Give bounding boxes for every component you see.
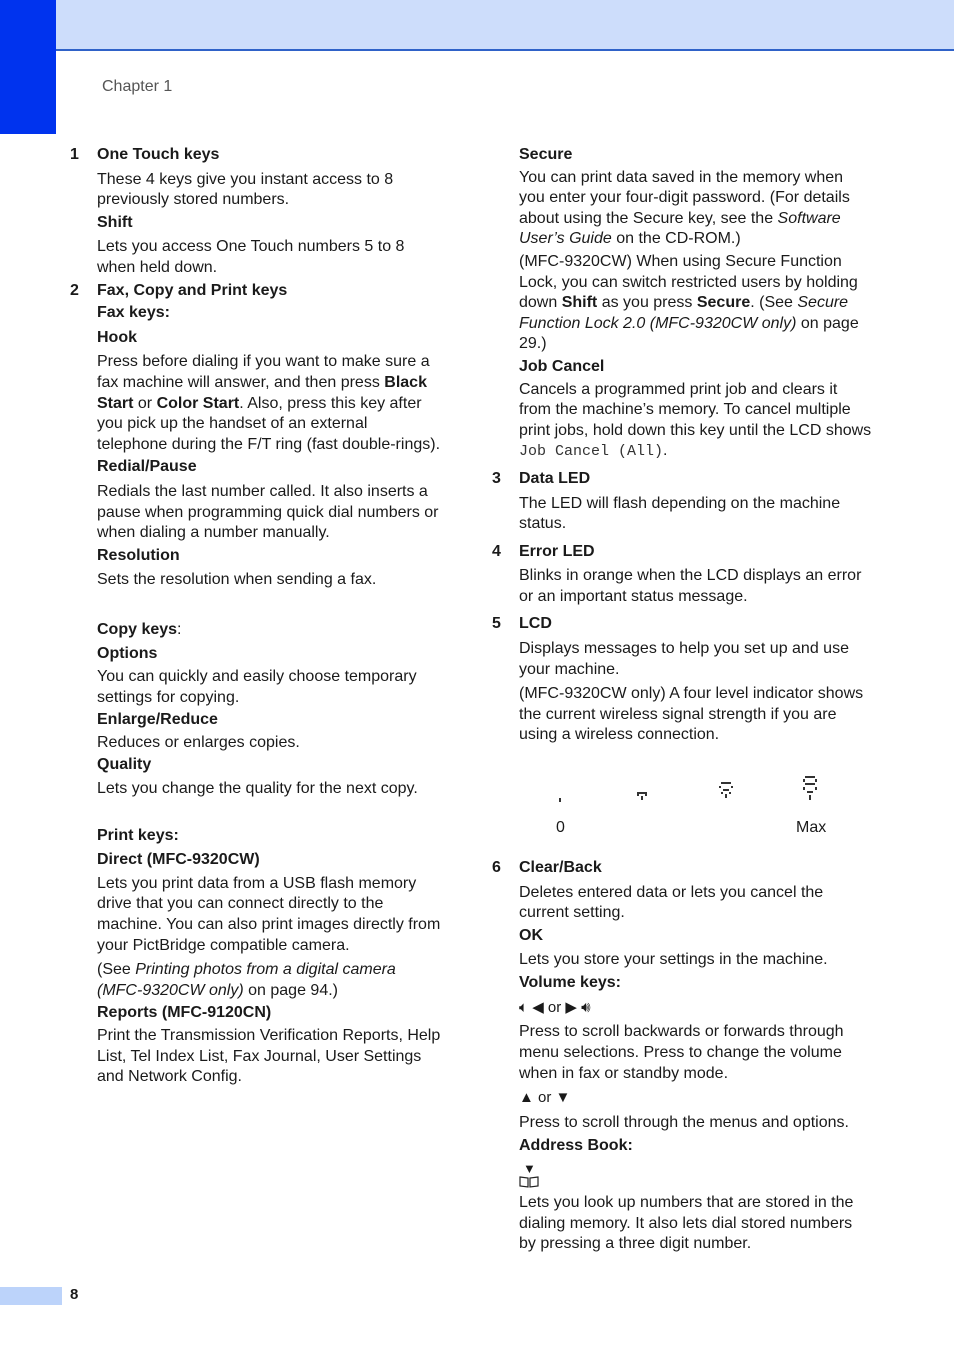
subheading: Copy keys: xyxy=(97,620,182,638)
signal-level-0-icon xyxy=(559,798,561,802)
header-band xyxy=(0,0,954,51)
paragraph: Lets you change the quality for the next copy. xyxy=(97,780,418,798)
volume-keys-line: 🔈︎ ◀ or ▶ 🔊︎ xyxy=(519,998,591,1016)
subheading: Volume keys: xyxy=(519,974,621,991)
paragraph: Lets you store your settings in the machine. xyxy=(519,951,828,969)
paragraph: The LED will flash depending on the machine status. xyxy=(519,494,841,533)
section-title: Data LED xyxy=(519,469,591,487)
section-secure xyxy=(492,145,872,463)
subheading: Options xyxy=(97,645,158,663)
paragraph: Deletes entered data or lets you cancel the current setting. xyxy=(519,883,824,922)
paragraph: Blinks in orange when the LCD displays an error or an important status message. xyxy=(519,567,862,605)
lcd-text: Job Cancel (All) xyxy=(519,443,664,461)
signal-level-1-icon xyxy=(637,792,647,800)
section-one-touch xyxy=(70,145,442,279)
subheading: Print keys: xyxy=(97,826,179,844)
paragraph: Lets you look up numbers that are stored in the dialing memory. It also lets dial stored numbers by pressing a three digit number. xyxy=(519,1194,854,1253)
up-arrow-icon: ▲ xyxy=(519,1089,534,1107)
signal-min-label: 0 xyxy=(556,819,565,837)
paragraph: Redials the last number called. It also inserts a pause when programming quick dial numbers or when dialing a number manually. xyxy=(97,482,439,542)
paragraph: You can print data saved in the memory when you enter your four-digit password. (For details about using the Secure key, see the Software User’s Guide on the CD-ROM.) xyxy=(519,168,850,248)
paragraph: Press to scroll through the menus and options. xyxy=(519,1114,849,1132)
subheading: Fax keys: xyxy=(97,304,170,322)
section-number: 4 xyxy=(492,542,501,560)
section-number: 2 xyxy=(70,281,79,299)
section-title: One Touch keys xyxy=(97,146,220,163)
section-number: 1 xyxy=(70,146,79,163)
signal-level-icons xyxy=(555,776,855,808)
address-book-icon xyxy=(519,1176,539,1188)
paragraph: (MFC-9320CW only) A four level indicator shows the current wireless signal strength if you are using a wireless connection. xyxy=(519,685,864,744)
signal-max-label: Max xyxy=(796,819,827,837)
subheading: Quality xyxy=(97,756,152,774)
section-clear-back xyxy=(492,858,872,1255)
paragraph: Displays messages to help you set up and use your machine. xyxy=(519,640,849,678)
left-column xyxy=(70,143,442,1088)
volume-up-icon: 🔊︎ xyxy=(581,998,591,1016)
chapter-tab xyxy=(0,0,56,134)
section-title: Clear/Back xyxy=(519,859,602,877)
paragraph: Lets you print data from a USB flash memory drive that you can connect directly to the machine. You can also print images directly from your PictBridge compatible camera. xyxy=(97,874,441,954)
chapter-label: Chapter 1 xyxy=(102,78,173,95)
subheading: Reports (MFC-9120CN) xyxy=(97,1004,272,1022)
subheading: Secure xyxy=(519,146,573,163)
signal-level-3-icon xyxy=(803,776,817,800)
section-error-led xyxy=(492,542,872,608)
signal-level-2-icon xyxy=(719,782,733,798)
section-title: LCD xyxy=(519,615,552,633)
paragraph: Print the Transmission Verification Reports, Help List, Tel Index List, Fax Journal, User Settings and Network Config. xyxy=(97,1026,441,1086)
subheading: Shift xyxy=(97,213,133,231)
subheading: Redial/Pause xyxy=(97,458,197,476)
section-fax-copy-print xyxy=(70,281,442,1088)
section-title: Error LED xyxy=(519,542,595,560)
address-book-key xyxy=(519,1162,872,1191)
paragraph: Lets you access One Touch numbers 5 to 8 when held down. xyxy=(97,238,405,276)
up-down-keys-line: ▲ or ▼ xyxy=(519,1089,571,1107)
right-arrow-icon: ▶ xyxy=(565,998,577,1016)
paragraph: These 4 keys give you instant access to 8 previously stored numbers. xyxy=(97,170,394,209)
subheading: Resolution xyxy=(97,546,180,564)
wireless-signal-indicator xyxy=(519,776,872,846)
subheading: OK xyxy=(519,926,543,944)
subheading: Job Cancel xyxy=(519,357,605,375)
right-column xyxy=(492,143,872,1255)
down-arrow-icon: ▼ xyxy=(555,1089,571,1107)
paragraph: (MFC-9320CW) When using Secure Function Lock, you can switch restricted users by holding down Shift as you press Secure. (See Secure Function Lock 2.0 (MFC-9320CW only) on page 29.) xyxy=(519,252,859,353)
section-lcd xyxy=(492,614,872,846)
down-arrow-icon: ▼ xyxy=(523,1161,536,1177)
section-number: 5 xyxy=(492,615,501,633)
subheading: Enlarge/Reduce xyxy=(97,711,218,729)
section-title: Fax, Copy and Print keys xyxy=(97,281,288,299)
paragraph: Press before dialing if you want to make sure a fax machine will answer, and then press Black Start or Color Start. Also, press this key after you pick up the handset of an external telephone during the F/T ring (fast double-rings). xyxy=(97,353,441,453)
page-number-tab xyxy=(0,1287,62,1305)
paragraph: Reduces or enlarges copies. xyxy=(97,733,300,751)
volume-down-icon: 🔈︎ xyxy=(519,998,529,1016)
section-number: 6 xyxy=(492,859,501,877)
paragraph: Press to scroll backwards or forwards through menu selections. Press to change the volume when in fax or standby mode. xyxy=(519,1023,844,1082)
paragraph: Cancels a programmed print job and clears it from the machine’s memory. To cancel multiple print jobs, hold down this key until the LCD shows Job Cancel (All). xyxy=(519,380,872,461)
subheading: Direct (MFC-9320CW) xyxy=(97,851,260,869)
section-data-led xyxy=(492,469,872,535)
left-arrow-icon: ◀ xyxy=(532,998,544,1016)
page-number: 8 xyxy=(70,1286,79,1303)
subheading: Address Book: xyxy=(519,1136,633,1154)
subheading: Hook xyxy=(97,328,137,346)
cross-reference: (See Printing photos from a digital camera (MFC-9320CW only) on page 94.) xyxy=(97,961,396,999)
paragraph: Sets the resolution when sending a fax. xyxy=(97,571,377,589)
paragraph: You can quickly and easily choose temporary settings for copying. xyxy=(97,668,417,706)
section-number: 3 xyxy=(492,469,501,487)
